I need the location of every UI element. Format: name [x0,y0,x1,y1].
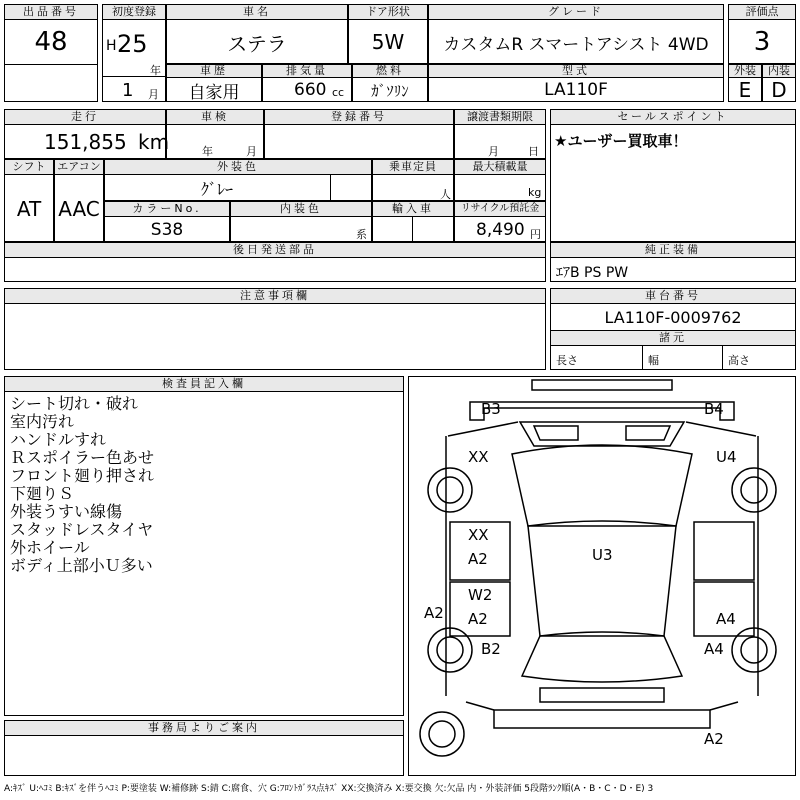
height-label: 高さ [728,354,750,367]
score-label: 評価点 [728,4,796,20]
inspector-line: 外ホイール [10,538,90,557]
ext-grade-label: 外装 [728,64,762,78]
width-label: 幅 [648,354,659,367]
int-grade: D [771,78,787,102]
equipment: ｴｱB PS PW [556,265,629,281]
spare-hub-shape [429,721,455,747]
fuel-label: 燃料 [352,64,428,78]
front-corner-shape [448,422,756,436]
left-headlight-shape [534,426,578,440]
history: 自家用 [188,82,240,103]
load-label: 最大積載量 [454,159,546,175]
reg-no-label: 登録番号 [264,109,454,125]
inspector-line: スタッドレスタイヤ [10,520,154,539]
lot-number: 48 [34,27,68,57]
right-headlight-shape [626,426,670,440]
dims-label: 諸元 [550,330,796,346]
rear-lights-shape [540,688,664,702]
grade-label: グレード [428,4,724,20]
front-right-wheel-shape [732,468,776,512]
ac: AAC [58,196,100,221]
front-left-wheel-shape [428,468,472,512]
damage-a4-rear-right: A4 [704,640,724,658]
damage-a2-door: A2 [468,550,488,568]
inspector-line: ボディ上部小Ｕ多い [10,556,153,575]
displacement-unit: cc [332,86,345,99]
damage-xx-door: XX [468,526,489,544]
inspector-line: Ｒスポイラー色あせ [10,448,155,467]
inspector-label: 検査員記入欄 [4,376,404,392]
legend: A:ｷｽﾞ U:ﾍｺﾐ B:ｷｽﾞを伴うﾍｺﾐ P:要塗装 W:補修跡 S:錆 C:腐食、穴 G:ﾌﾛﾝﾄｶﾞﾗｽ点ｷｽﾞ XX:交換済み X:要交換 欠:欠品 内・外装評価 5段階ﾗﾝｸ順(A・B・C・D・E) 3 [4,784,654,794]
car-name: ステラ [227,31,287,56]
inspection-label: 車検 [166,109,264,125]
color-no-label: カラーNo. [104,201,230,217]
mileage-unit: km [138,130,170,154]
inspector-line: フロント廻り押され [10,466,155,485]
shift: AT [16,196,42,221]
damage-b3: B3 [481,400,501,418]
recycle-unit: 円 [530,228,541,241]
length-label: 長さ [556,354,578,367]
inspector-line: 室内汚れ [10,412,75,431]
transfer-label: 譲渡書類期限 [454,109,546,125]
sales-text: ★ユーザー買取車！ [554,132,688,150]
import-sep [412,217,413,242]
damage-xx-front-left: XX [468,448,489,466]
dims-sep1 [642,346,643,370]
load-unit: kg [528,186,542,199]
damage-b4: B4 [704,400,724,418]
damage-a2-rear: A2 [704,730,724,748]
inspection-year: 年 [202,145,213,158]
import-label: 輸入車 [372,201,454,217]
door-label: ドア形状 [348,4,428,20]
ext-color: ｸﾞﾚｰ [200,179,233,199]
displacement: 660 [294,80,327,100]
damage-w2: W2 [468,586,493,604]
front-right-hub-shape [741,477,767,503]
damage-u3: U3 [592,546,613,564]
later-parts-label: 後日発送部品 [4,242,546,258]
rear-left-hub-shape [437,637,463,663]
ext-color-label: 外装色 [104,159,372,175]
reg-month: 1 [122,80,134,101]
door-type: 5W [371,30,405,54]
front-apron-shape [470,402,734,420]
reg-month-unit: 月 [148,88,159,101]
damage-a4: A4 [716,610,736,628]
ext-color-sep [330,175,331,201]
transfer-month: 月 [488,145,499,158]
car-diagram [408,376,796,776]
capacity-label: 乗車定員 [372,159,454,175]
ac-label: エアコン [54,159,104,175]
lot-label: 出品番号 [4,4,98,20]
right-front-door-shape [694,522,754,580]
equipment-label: 純正装備 [550,242,796,258]
score: 3 [753,27,771,57]
lot-divider [4,64,98,65]
office-label: 事務局よりご案内 [4,720,404,736]
car-name-label: 車名 [166,4,348,20]
damage-u4-front-right: U4 [716,448,737,466]
damage-a2-rear-door: A2 [468,610,488,628]
fuel: ｶﾞｿﾘﾝ [371,81,409,100]
inspector-line: 外装うすい線傷 [10,502,123,521]
int-color-unit: 系 [356,228,367,241]
chassis-number: LA110F-0009762 [604,307,742,327]
chassis-label: 車台番号 [550,288,796,304]
front-left-hub-shape [437,477,463,503]
int-color-label: 内装色 [230,201,372,217]
capacity-unit: 人 [440,188,451,201]
history-label: 車歴 [166,64,262,78]
model-label: 型式 [428,64,724,78]
inspector-line: ハンドルすれ [10,430,107,449]
shift-label: シフト [4,159,54,175]
inspector-notes [10,395,154,575]
dims-sep2 [722,346,723,370]
ext-grade: E [738,78,752,102]
transfer-day: 日 [528,145,539,158]
damage-a2-side: A2 [424,604,444,622]
rear-window-shape [522,632,682,682]
mileage-label: 走行 [4,109,166,125]
recycle-label: リサイクル預託金 [454,201,546,217]
model: LA110F [544,80,608,100]
rear-corner-shape [466,702,738,710]
sales-box [550,109,796,242]
int-grade-label: 内装 [762,64,796,78]
inspector-line: 下廻りＳ [10,484,75,503]
first-reg-divider [102,76,166,77]
inspection-month: 月 [246,145,257,158]
grade: カスタムR スマートアシスト 4WD [443,34,709,55]
reg-year: 25 [117,30,148,58]
windshield-shape [512,445,692,526]
color-no: S38 [150,219,184,240]
notes-label: 注意事項欄 [4,288,546,304]
inspector-line: シート切れ・破れ [10,394,139,413]
mileage: 151,855 [44,130,127,154]
spare-wheel-shape [420,712,464,756]
displacement-label: 排気量 [262,64,352,78]
rear-right-hub-shape [741,637,767,663]
rear-bumper-shape [494,710,710,728]
damage-b2: B2 [481,640,501,658]
sales-label: セールスポイント [550,109,796,125]
recycle: 8,490 [476,220,525,240]
roof-shape [528,526,676,636]
first-reg-label: 初度登録 [102,4,166,20]
reg-year-unit: 年 [150,64,161,77]
era-letter: H [106,38,117,54]
front-bumper-shape [532,380,672,390]
